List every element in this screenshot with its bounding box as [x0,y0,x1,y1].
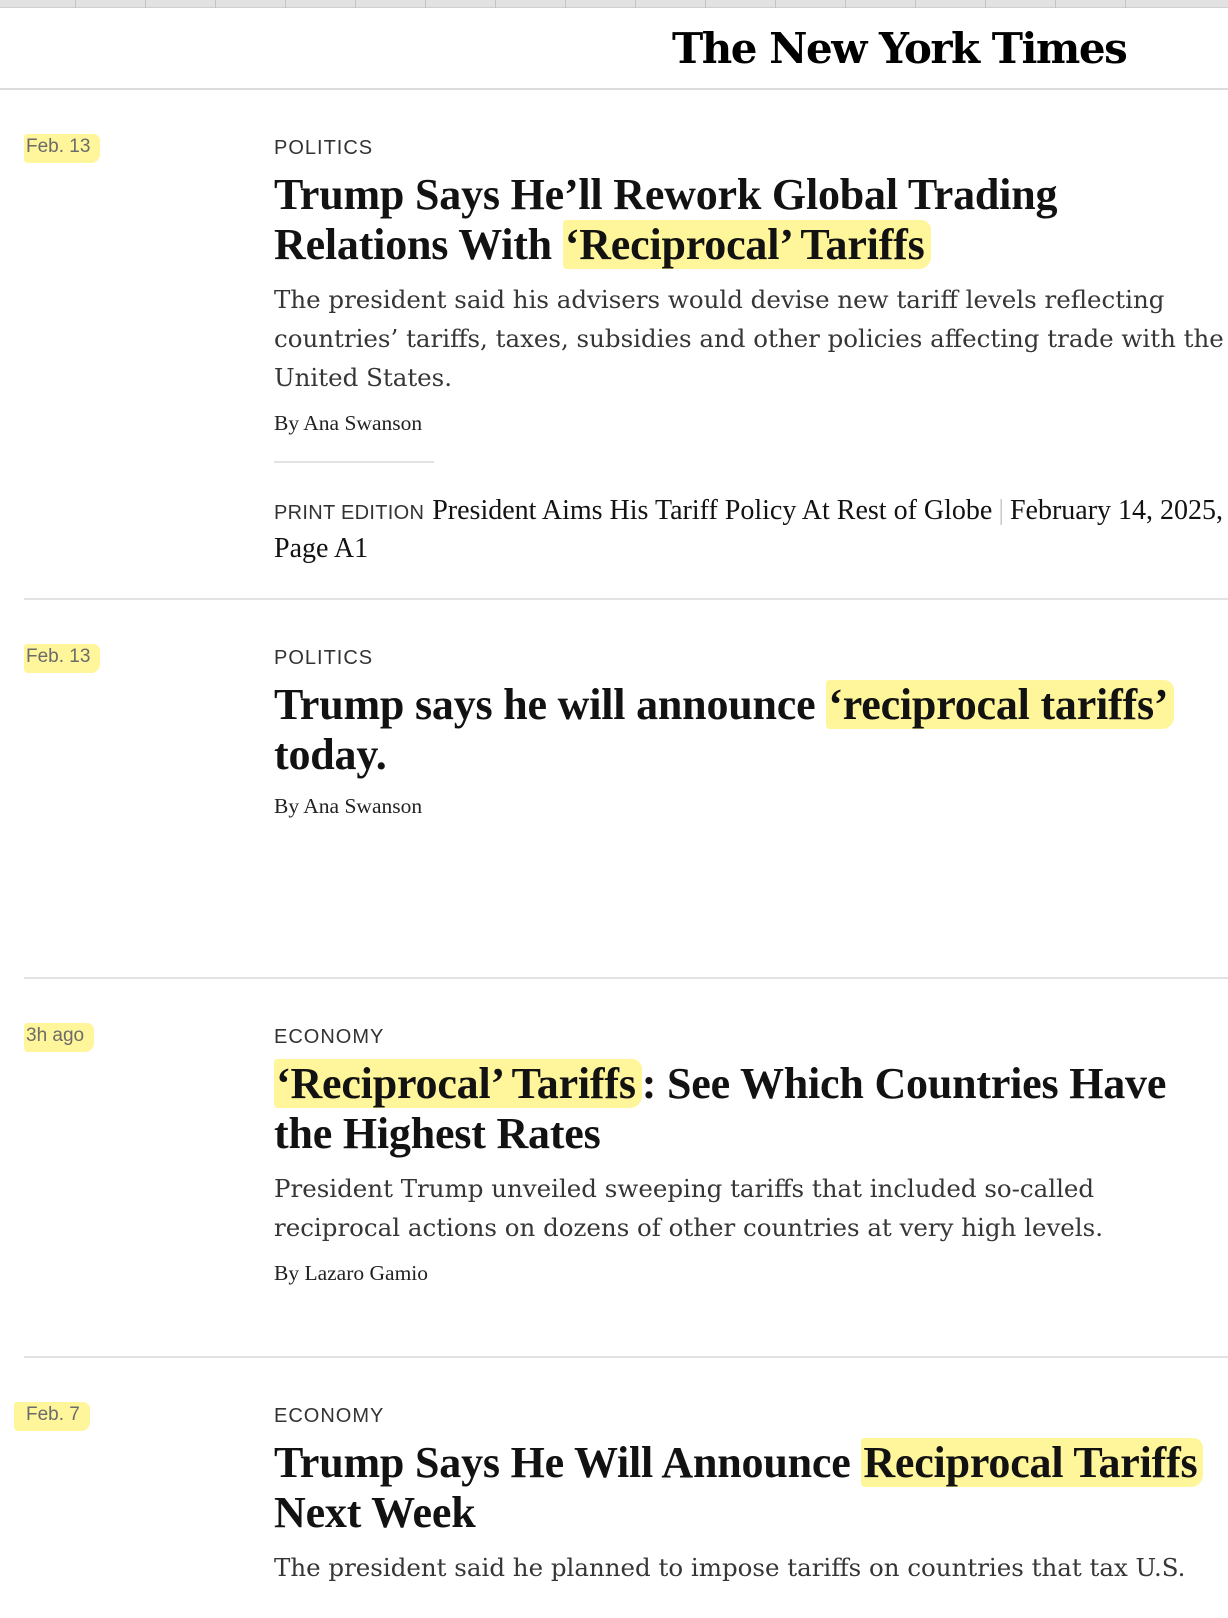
article-date: 3h ago [24,1023,94,1052]
highlighted-search-term: ‘Reciprocal’ Tariffs [274,1059,642,1108]
article-byline: By Ana Swanson [274,411,423,435]
article-section-kicker[interactable]: POLITICS [274,137,374,159]
highlighted-search-term: ‘Reciprocal’ Tariffs [563,220,931,269]
article-date: Feb. 7 [14,1402,90,1431]
print-edition-title[interactable]: President Aims His Tariff Policy At Rest of Globe [432,495,993,526]
article-section-kicker[interactable]: POLITICS [274,647,374,669]
article-section-kicker[interactable]: ECONOMY [274,1026,385,1048]
article-date: Feb. 13 [24,134,100,163]
highlighted-search-term: Reciprocal Tariffs [861,1438,1203,1487]
article-headline[interactable] [274,1438,1224,1538]
print-edition-label: PRINT EDITION [274,502,425,524]
article-headline[interactable] [274,170,1224,270]
highlighted-search-term: ‘reciprocal tariffs’ [826,680,1174,729]
headline-text: today. [274,730,387,779]
article-byline: By Lazaro Gamio [274,1261,429,1285]
search-result-article [24,977,1228,1357]
article-summary: The president said he planned to impose tariffs on countries that tax U.S. [274,1553,1186,1582]
separator: | [998,495,1004,526]
article-section-kicker[interactable]: ECONOMY [274,1405,385,1427]
divider [274,461,434,463]
article-headline[interactable] [274,1059,1224,1159]
headline-text: Trump Says He Will Announce [274,1438,862,1487]
article-byline: By Ana Swanson [274,794,423,818]
article-headline[interactable] [274,680,1224,780]
headline-text: Trump Says He’ll Rework Global Trading Relations With [274,170,1058,269]
headline-text: Trump says he will announce [274,680,827,729]
search-result-article [24,598,1228,978]
print-edition-date-page: February 14, 2025, Page A1 [274,495,1224,564]
browser-top-strip [0,0,1228,8]
article-date: Feb. 13 [24,644,100,673]
masthead [0,8,1228,90]
headline-text: : See Which Countries Have the Highest Rates [274,1059,1167,1158]
search-result-article [24,90,1228,600]
headline-text: Next Week [274,1488,476,1537]
print-edition-info [274,493,1224,567]
article-summary: The president said his advisers would devise new tariff levels reflecting countries’ tariffs, taxes, subsidies and other policies affecting trade with the United States. [274,285,1224,392]
search-result-article [24,1356,1228,1618]
nyt-logo[interactable]: The New York Times [672,24,1127,73]
article-summary: President Trump unveiled sweeping tariffs that included so-called reciprocal actions on dozens of other countries at very high levels. [274,1174,1103,1242]
